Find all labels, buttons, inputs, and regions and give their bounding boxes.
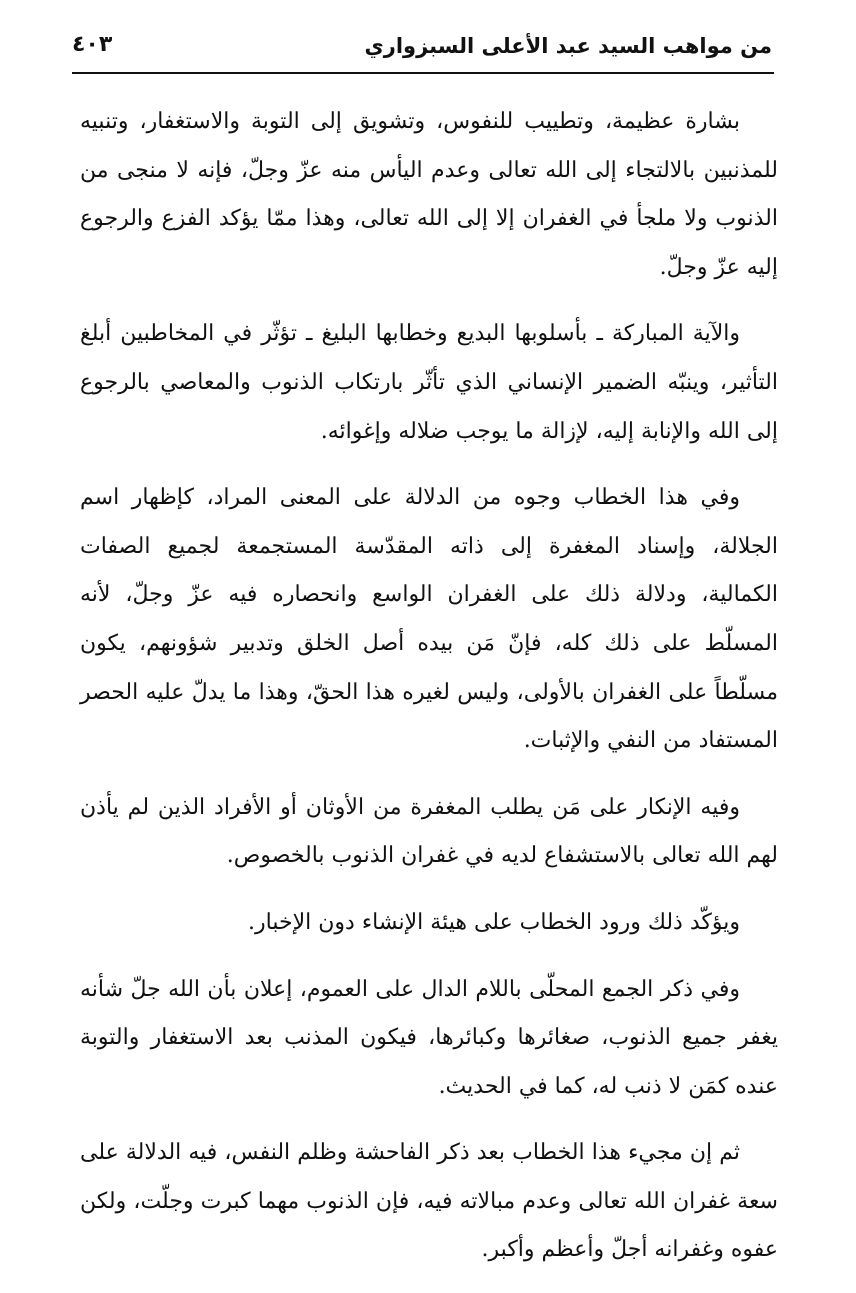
paragraph-5: ويؤكّد ذلك ورود الخطاب على هيئة الإنشاء دون الإخبار.	[248, 909, 740, 935]
page-number: ٤٠٣	[72, 32, 113, 57]
paragraph-7: ثم إن مجيء هذا الخطاب بعد ذكر الفاحشة وظلم النفس، فيه الدلالة على سعة غفران الله تعالى وعدم مبالاته فيه، فإن الذنوب مهما كبرت وجلّت، ولكن عفوه وغفرانه أجلّ وأعظم وأكبر.	[80, 1140, 778, 1263]
header-divider	[72, 72, 774, 74]
running-header	[72, 28, 772, 68]
body-text	[80, 98, 778, 1293]
paragraph-2: والآية المباركة ـ بأسلوبها البديع وخطابها البليغ ـ تؤثّر في المخاطبين أبلغ التأثير، وينبّه الضمير الإنساني الذي تأثّر بارتكاب الذنوب والمعاصي بالرجوع إلى الله والإنابة إليه، لإزالة ما يوجب ضلاله وإغوائه.	[80, 321, 778, 444]
paragraph-4: وفيه الإنكار على مَن يطلب المغفرة من الأوثان أو الأفراد الذين لم يأذن لهم الله تعالى بالاستشفاع لديه في غفران الذنوب بالخصوص.	[80, 794, 778, 869]
paragraph-6: وفي ذكر الجمع المحلّى باللام الدال على العموم، إعلان بأن الله جلّ شأنه يغفر جميع الذنوب، صغائرها وكبائرها، فيكون المذنب بعد الاستغفار والتوبة عنده كمَن لا ذنب له، كما في الحديث.	[80, 976, 778, 1099]
paragraph-3: وفي هذا الخطاب وجوه من الدلالة على المعنى المراد، كإظهار اسم الجلالة، وإسناد المغفرة إلى ذاته المقدّسة المستجمعة لجميع الصفات الكمالية، ودلالة ذلك على الغفران الواسع وانحصاره فيه عزّ وجلّ، لأنه المسلّط على ذلك كله، فإنّ مَن بيده أصل الخلق وتدبير شؤونهم، يكون مسلّطاً على الغفران بالأولى، وليس لغيره هذا الحقّ، وهذا ما يدلّ عليه الحصر المستفاد من النفي والإثبات.	[80, 485, 778, 754]
paragraph-1: بشارة عظيمة، وتطييب للنفوس، وتشويق إلى التوبة والاستغفار، وتنبيه للمذنبين بالالتجاء إلى الله تعالى وعدم اليأس منه عزّ وجلّ، فإنه لا منجى من الذنوب ولا ملجأ في الغفران إلا إلى الله تعالى، وهذا ممّا يؤكد الفزع والرجوع إليه عزّ وجلّ.	[80, 109, 778, 280]
running-header-title: من مواهب السيد عبد الأعلى السبزواري	[364, 34, 772, 58]
